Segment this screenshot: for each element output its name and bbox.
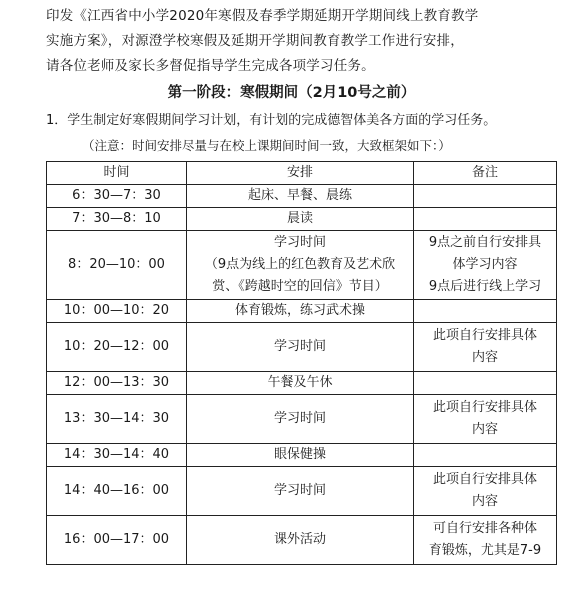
cell-activity: [187, 185, 414, 208]
remark-line: 内容: [471, 350, 498, 365]
table-row: [47, 395, 557, 444]
cell-time: 13：30—14：30: [47, 395, 187, 444]
header-remark: 备注: [414, 162, 557, 185]
table-row: [47, 467, 557, 516]
intro-line: 实施方案》，对源澄学校寒假及延期开学期间教育教学工作进行安排，: [46, 33, 464, 49]
cell-activity: [187, 231, 414, 300]
cell-time: 7：30—8：10: [47, 208, 187, 231]
cell-activity: [187, 208, 414, 231]
schedule-note: （注意：时间安排尽量与在校上课期间时间一致，大致框架如下：）: [82, 138, 451, 153]
table-row: [47, 231, 557, 300]
cell-activity: [187, 395, 414, 444]
section-title: 第一阶段：寒假期间（2月10号之前）: [167, 85, 416, 101]
table-row: [47, 444, 557, 467]
cell-remark: [414, 444, 557, 467]
remark-line: 9点之前自行安排具: [428, 235, 542, 250]
table-row: [47, 372, 557, 395]
activity-line: 眼保健操: [273, 447, 326, 462]
item-1-text: 1．学生制定好寒假期间学习计划，有计划的完成德智体美各方面的学习任务。: [46, 113, 497, 128]
cell-time: 12：00—13：30: [47, 372, 187, 395]
table-row: [47, 300, 557, 323]
cell-remark: [414, 185, 557, 208]
activity-line: 赏、《跨越时空的回信》节目）: [212, 279, 388, 294]
remark-line: 可自行安排各种体: [432, 521, 537, 536]
cell-time: 6：30—7：30: [47, 185, 187, 208]
activity-line: （9点为线上的红色教育及艺术欣: [204, 257, 396, 272]
activity-line: 起床、早餐、晨练: [247, 188, 352, 203]
schedule-table: [46, 161, 557, 565]
table-header-row: [47, 162, 557, 185]
cell-time: 16：00—17：00: [47, 516, 187, 565]
remark-line: 体学习内容: [452, 257, 518, 272]
table-row: [47, 516, 557, 565]
activity-line: 学习时间: [273, 483, 326, 498]
remark-line: 此项自行安排具体: [432, 472, 537, 487]
cell-time: 14：30—14：40: [47, 444, 187, 467]
activity-line: 晨读: [286, 211, 313, 226]
activity-line: 课外活动: [273, 532, 326, 547]
remark-line: 9点后进行线上学习: [428, 279, 542, 294]
cell-activity: [187, 516, 414, 565]
cell-remark: [414, 231, 557, 300]
cell-activity: [187, 444, 414, 467]
cell-time: 14：40—16：00: [47, 467, 187, 516]
table-row: [47, 323, 557, 372]
activity-line: 学习时间: [273, 339, 326, 354]
intro-line: 印发《江西省中小学2020年寒假及春季学期延期开学期间线上教育教学: [46, 8, 479, 24]
cell-remark: [414, 372, 557, 395]
cell-activity: [187, 323, 414, 372]
activity-line: 体育锻炼，练习武术操: [234, 303, 365, 318]
cell-time: 8：20—10：00: [47, 231, 187, 300]
cell-remark: [414, 516, 557, 565]
header-activity: 安排: [187, 162, 414, 185]
intro-paragraph: [46, 4, 576, 79]
cell-remark: [414, 300, 557, 323]
cell-remark: [414, 208, 557, 231]
activity-line: 学习时间: [273, 411, 326, 426]
remark-line: 内容: [471, 422, 498, 437]
cell-time: 10：00—10：20: [47, 300, 187, 323]
table-row: [47, 208, 557, 231]
activity-line: 午餐及午休: [267, 375, 333, 390]
cell-activity: [187, 372, 414, 395]
cell-remark: [414, 323, 557, 372]
remark-line: 育锻炼，尤其是7-9: [428, 543, 542, 558]
cell-time: 10：20—12：00: [47, 323, 187, 372]
remark-line: 内容: [471, 494, 498, 509]
table-body: [47, 185, 557, 565]
activity-line: 学习时间: [273, 235, 326, 250]
header-time: 时间: [47, 162, 187, 185]
table-row: [47, 185, 557, 208]
cell-activity: [187, 467, 414, 516]
cell-activity: [187, 300, 414, 323]
intro-line: 请各位老师及家长多督促指导学生完成各项学习任务。: [46, 58, 375, 74]
cell-remark: [414, 395, 557, 444]
remark-line: 此项自行安排具体: [432, 400, 537, 415]
cell-remark: [414, 467, 557, 516]
remark-line: 此项自行安排具体: [432, 328, 537, 343]
